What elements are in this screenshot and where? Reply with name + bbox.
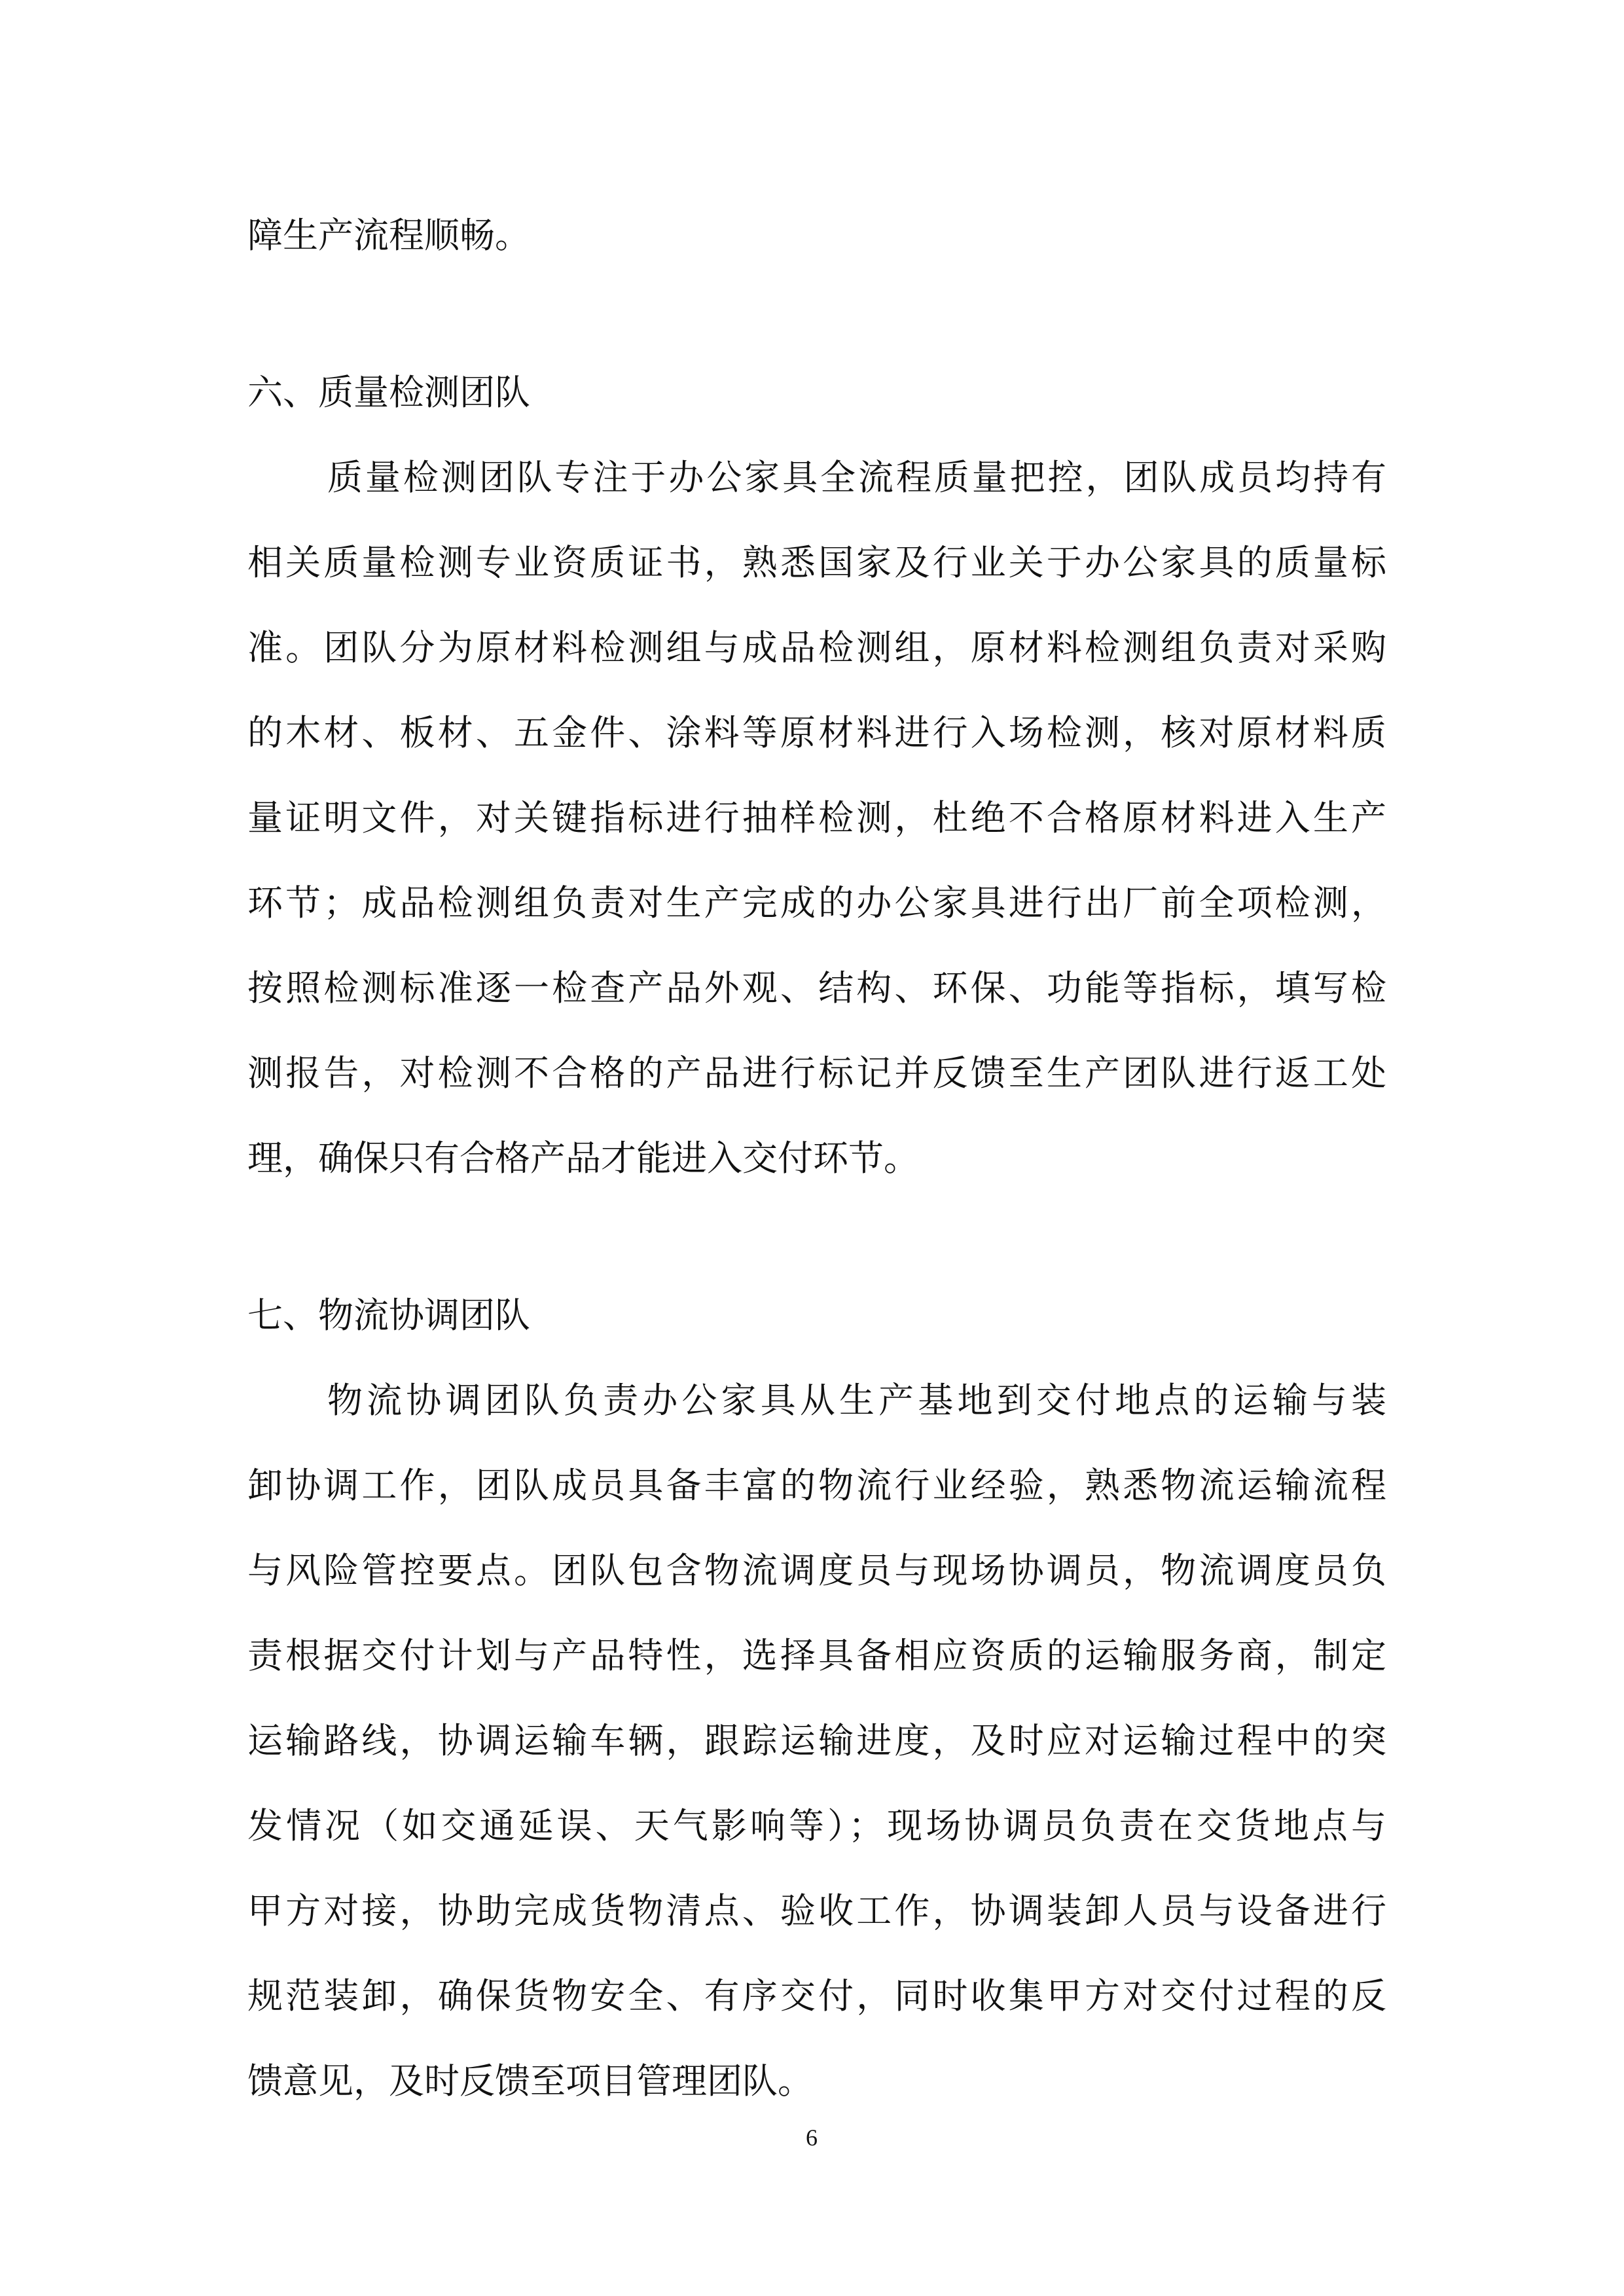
paragraph-line: 甲方对接，协助完成货物清点、验收工作，协调装卸人员与设备进行 bbox=[247, 1890, 1386, 1931]
paragraph-line: 物流协调团队负责办公家具从生产基地到交付地点的运输与装 bbox=[327, 1380, 1386, 1421]
paragraph-line: 运输路线，协调运输车辆，跟踪运输进度，及时应对运输过程中的突 bbox=[247, 1720, 1386, 1761]
paragraph-line: 质量检测团队专注于办公家具全流程质量把控，团队成员均持有 bbox=[327, 457, 1386, 498]
paragraph-line: 环节；成品检测组负责对生产完成的办公家具进行出厂前全项检测， bbox=[247, 882, 1386, 924]
section-heading-logistics-coordination: 七、物流协调团队 bbox=[247, 1295, 530, 1336]
paragraph-line: 准。团队分为原材料检测组与成品检测组，原材料检测组负责对采购 bbox=[247, 627, 1386, 668]
paragraph-line: 与风险管控要点。团队包含物流调度员与现场协调员，物流调度员负 bbox=[247, 1550, 1386, 1591]
paragraph-line: 的木材、板材、五金件、涂料等原材料进行入场检测，核对原材料质 bbox=[247, 712, 1386, 753]
section-heading-quality-inspection: 六、质量检测团队 bbox=[247, 372, 530, 413]
paragraph-line: 按照检测标准逐一检查产品外观、结构、环保、功能等指标，填写检 bbox=[247, 967, 1386, 1009]
paragraph-line: 发情况（如交通延误、天气影响等）；现场协调员负责在交货地点与 bbox=[247, 1805, 1386, 1846]
paragraph-line: 量证明文件，对关键指标进行抽样检测，杜绝不合格原材料进入生产 bbox=[247, 797, 1386, 838]
paragraph-line: 馈意见，及时反馈至项目管理团队。 bbox=[247, 2060, 813, 2102]
page-number: 6 bbox=[806, 2125, 818, 2151]
paragraph-line: 规范装卸，确保货物安全、有序交付，同时收集甲方对交付过程的反 bbox=[247, 1975, 1386, 2017]
paragraph-line: 责根据交付计划与产品特性，选择具备相应资质的运输服务商，制定 bbox=[247, 1635, 1386, 1676]
paragraph-line: 测报告，对检测不合格的产品进行标记并反馈至生产团队进行返工处 bbox=[247, 1052, 1386, 1094]
continuation-line: 障生产流程顺畅。 bbox=[247, 215, 530, 256]
paragraph-line: 相关质量检测专业资质证书，熟悉国家及行业关于办公家具的质量标 bbox=[247, 542, 1386, 583]
paragraph-line: 理，确保只有合格产品才能进入交付环节。 bbox=[247, 1138, 919, 1179]
paragraph-line: 卸协调工作，团队成员具备丰富的物流行业经验，熟悉物流运输流程 bbox=[247, 1465, 1386, 1506]
